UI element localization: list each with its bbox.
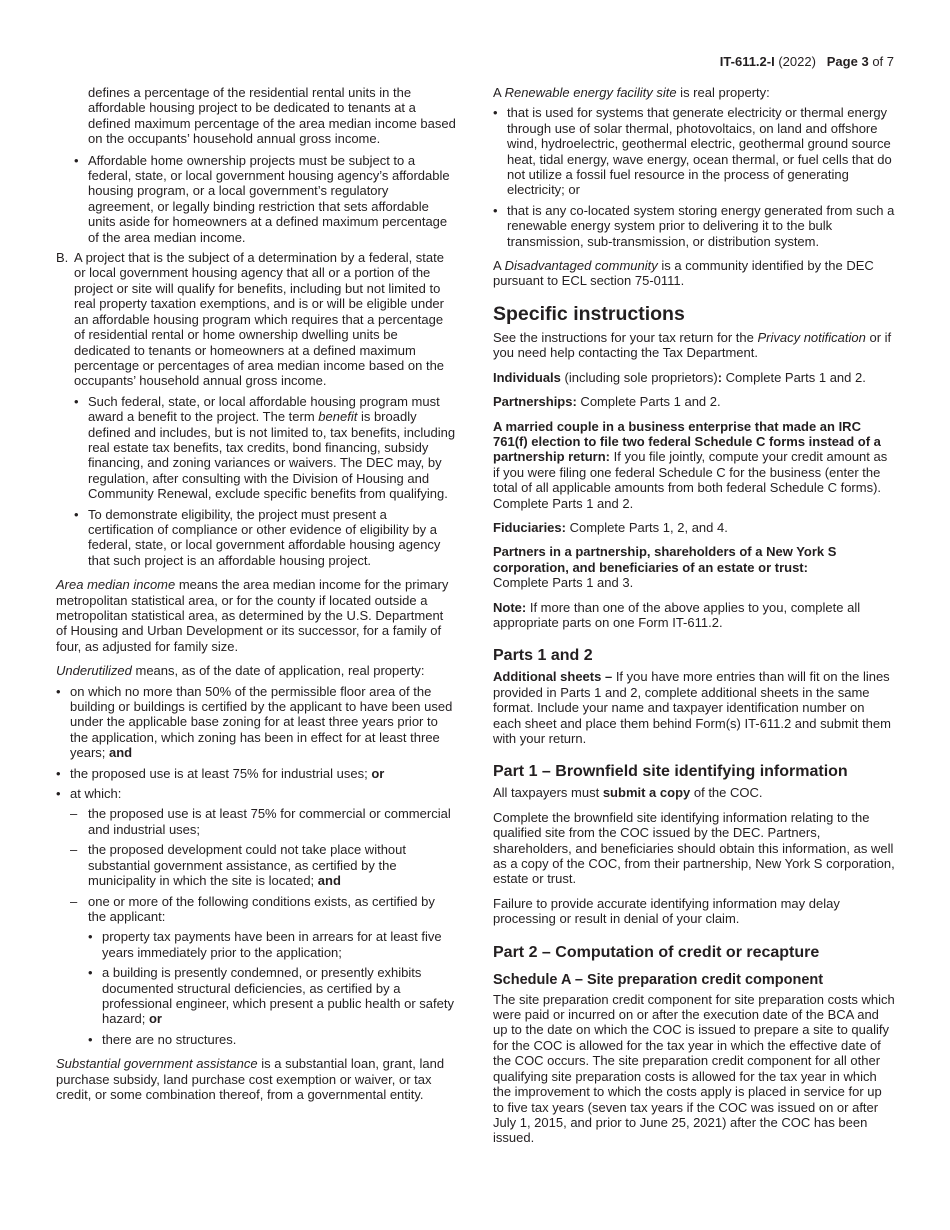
schedule-a-text: The site preparation credit component for site preparation costs which were paid or incurred on or after the execution date of the BCA and up to the date on which the COC is issued to prepare a site to qualify for the COC is allowed for the tax year in which the effective date of the COC occurs. The site preparation credit component for all other qualifying site preparation costs is allowed for the tax year in which the improvement to which the costs apply is placed in service for up to five tax years (seven tax years if the COC was issued on or after July 1, 2015, and prior to June 25, 2021) after the COC has been issued. [493,991,895,1146]
area-median-income-definition: Area median income means the area median income for the primary metropolitan statistical area, or for the county if located outside a metropolitan statistical area, as determined by the U.S. Department of Housing and Urban Development or its successor, for a family of four, as adjusted for family size. [56,577,449,654]
condition-condemned: • a building is presently condemned, or presently exhibits documented structural deficiencies, as certified by a professional engineer, which present a public health or safety hazard; or [88,965,454,1027]
bullet-marker: • [74,393,79,409]
condition-tax-arrears: • property tax payments have been in arrears for at least five years immediately prior to the application; [88,929,442,960]
dash-commercial: – the proposed use is at least 75% for commercial or commercial and industrial uses; [70,806,451,837]
disadvantaged-community-definition: A Disadvantaged community is a community identified by the DEC pursuant to ECL section 75-0111. [493,258,874,289]
part-1-complete-info: Complete the brownfield site identifying information relating to the qualified site from the COC issued by the DEC. Partners, shareholders, and beneficiaries should obtain this information, as well as a copy of the COC, from their partnership, New York S corporation, estate or trust. [493,809,895,887]
partnerships-instruction: Partnerships: Complete Parts 1 and 2. [493,394,721,410]
renewable-term: Renewable energy facility site [504,85,677,100]
schedule-a-heading: Schedule A – Site preparation credit component [493,971,824,988]
item-b-marker: B. [56,250,69,266]
specific-instructions-text: See the instructions for your tax return for the Privacy notification or if you need help contacting the Tax Department. [493,329,892,361]
bullet-home-ownership: • Affordable home ownership projects must be subject to a federal, state, or local government housing agency’s affordable housing program, or a local government’s regulatory agreement, or legally binding restriction that sets affordable units aside for homeowners at a defined maximum percentage of the area median income. [74,152,450,245]
form-id: IT-611.2-I [719,54,775,69]
additional-sheets-text: Additional sheets – If you have more entries than will fit on the lines provided in Parts 1 and 2, complete additional sheets in the same format. Include your name and taxpayer identification number on each sheet and place them behind Form(s) IT-611.2 and submit them with your return. [493,669,891,746]
specific-instructions-heading: Specific instructions [493,302,685,325]
part-1-submit-copy: All taxpayers must submit a copy of the COC. [493,785,763,801]
renewable-energy-definition: A Renewable energy facility site is real property: [493,85,770,100]
ami-term: Area median income [56,577,176,593]
page-label: Page 3 [826,54,869,69]
renewable-bullet-storage: • that is any co-located system storing energy generated from such a renewable energy system prior to delivering it to the bulk transmission, sub-transmission, or distribution system. [493,202,895,249]
condition-no-structures: • there are no structures. [88,1031,237,1047]
continued-paragraph: defines a percentage of the residential rental units in the affordable housing project to be dedicated to tenants at a defined maximum percentage of the area median income based on the occupants’ household annual gross income. [88,85,456,147]
renewable-bullet-systems: • that is used for systems that generate electricity or thermal energy through use of solar thermal, photovoltaics, on land and offshore wind, hydroelectric, geothermal electric, geothermal ground source heat, tidal energy, wave energy, ocean thermal, or fuel cells that do not utilize a fossil fuel resource in the process of generating electricity; or [493,105,892,198]
partners-instruction: Partners in a partnership, shareholders of a New York S corporation, and beneficiaries of an estate or trust: Complete Parts 1 and 3. [493,544,837,591]
part-1-heading: Part 1 – Brownfield site identifying information [493,763,848,781]
note-instruction: Note: If more than one of the above applies to you, complete all appropriate parts on one Form IT-611.2. [493,599,861,630]
right-column [493,85,896,1155]
page-of: of 7 [872,54,894,69]
part-1-failure-warning: Failure to provide accurate identifying information may delay processing or result in denial of your claim. [493,895,840,927]
bullet-benefit: • Such federal, state, or local affordable housing program must award a benefit to the project. The term benefit is broadly defined and includes, but is not limited to, tax benefits, including real estate tax benefits, tax credits, bond financing, subsidy financing, and zoning variances or waivers. The DEC may, by regulation, after consulting with the Division of Housing and Community Renewal, exclude specific benefits from qualifying. [74,393,456,502]
sga-term: Substantial government assistance [56,1056,258,1072]
disadvantaged-term: Disadvantaged community [504,258,658,274]
bullet-marker: • [74,152,79,168]
underutilized-term: Underutilized [56,663,132,679]
bullet-marker: • [74,506,79,522]
item-b: B. A project that is the subject of a determination by a federal, state or local government housing agency that all or a portion of the project or site will qualify for benefits, including but not limited to real property taxation exemptions, and is or will be eligible under an affordable housing program which requires that a percentage of residential rental or home ownership dwelling units be dedicated to tenants or homeowners at a defined maximum percentage or percentages of area median income based on the occupants’ household annual gross income. [56,250,445,389]
underutilized-bullet-at-which: • at which: [56,786,122,802]
underutilized-bullet-industrial: • the proposed use is at least 75% for industrial uses; or [56,765,385,781]
married-couple-instruction: A married couple in a business enterprise that made an IRC 761(f) election to file two federal Schedule C forms instead of a partnership return: If you file jointly, compute your credit amount as if you were filing one federal Schedule C for the business (enter the total of all applicable amounts from both federal Schedule C forms). Complete Parts 1 and 2. [493,418,888,511]
benefit-term: benefit [318,409,358,425]
substantial-government-assistance-definition: Substantial government assistance is a substantial loan, grant, land purchase subsidy, land purchase cost exemption or waiver, or tax credit, or some combination thereof, from a governmental entity. [56,1056,445,1102]
bullet-eligibility: • To demonstrate eligibility, the project must present a certification of compliance or other evidence of eligibility by a federal, state, or local government affordable housing agency that such project is an affordable housing project. [74,506,441,568]
fiduciaries-instruction: Fiduciaries: Complete Parts 1, 2, and 4. [493,519,728,535]
part-2-heading: Part 2 – Computation of credit or recapture [493,943,820,961]
form-year: (2022) [778,54,816,69]
page-header [720,54,894,69]
left-column [56,85,456,1111]
dash-government-assistance: – the proposed development could not take place without substantial government assistance, as certified by the municipality in which the site is located; and [70,842,406,889]
dash-conditions: – one or more of the following conditions exists, as certified by the applicant: [70,893,435,924]
underutilized-bullet-floor-area: • on which no more than 50% of the permissible floor area of the building or buildings is certified by the applicant to have been used under the applicable base zoning for at least three years prior to the application, which zoning has been in effect for at least three years; and [56,683,453,761]
underutilized-definition: Underutilized means, as of the date of application, real property: [56,663,425,679]
individuals-instruction: Individuals (including sole proprietors): Complete Parts 1 and 2. [493,369,866,385]
parts-1-and-2-heading: Parts 1 and 2 [493,647,593,665]
